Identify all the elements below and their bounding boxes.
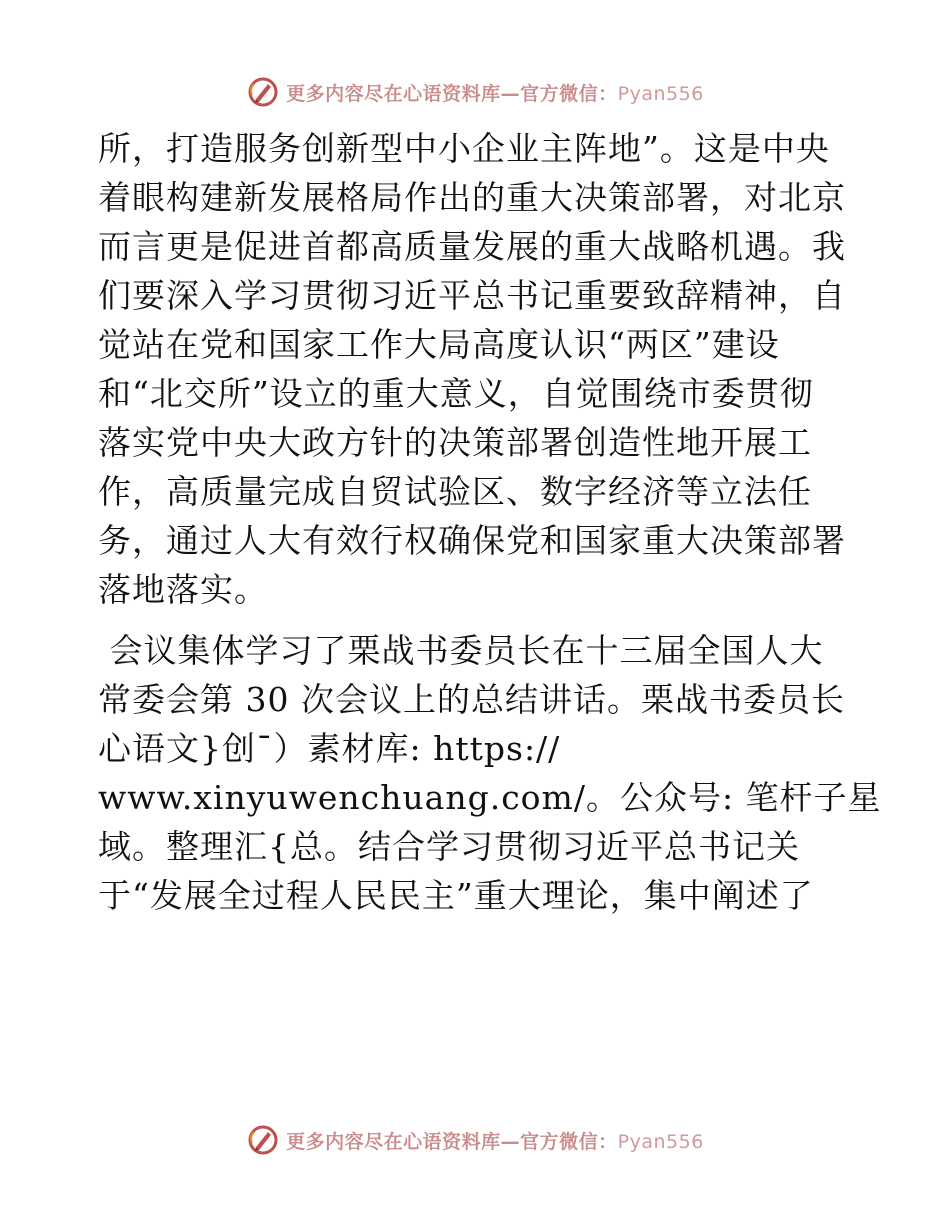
text-line: 们要深入学习贯彻习近平总书记重要致辞精神，自	[98, 276, 846, 315]
text-line: www.xinyuwenchuang.com/。公众号: 笔杆子星	[98, 778, 882, 817]
paragraph-2	[98, 626, 882, 920]
paragraph-1	[98, 124, 858, 614]
watermark-header	[0, 72, 950, 112]
document-body	[98, 124, 882, 920]
watermark-text: 更多内容尽在心语资料库—官方微信：Pyan556	[286, 82, 704, 105]
wechat-id: Pyan556	[617, 82, 704, 105]
text-line: 于“发展全过程人民民主”重大理论，集中阐述了	[98, 876, 814, 915]
paragraph-gap	[98, 614, 858, 626]
pen-logo-icon	[246, 75, 280, 109]
text-line: 落地落实。	[98, 570, 268, 609]
text-line: 作，高质量完成自贸试验区、数字经济等立法任	[98, 472, 812, 511]
text-line: 心语文}创¯）素材库: https://	[98, 729, 561, 768]
text-line: 和“北交所”设立的重大意义，自觉围绕市委贯彻	[98, 374, 814, 413]
text-line: 所，打造服务创新型中小企业主阵地”。这是中央	[98, 129, 830, 168]
watermark-text: 更多内容尽在心语资料库—官方微信：Pyan556	[286, 1130, 704, 1153]
text-line: 务，通过人大有效行权确保党和国家重大决策部署	[98, 521, 846, 560]
text-line: 着眼构建新发展格局作出的重大决策部署，对北京	[98, 178, 846, 217]
watermark-footer	[0, 1120, 950, 1160]
text-line: 常委会第 30 次会议上的总结讲话。栗战书委员长	[98, 680, 845, 719]
pen-logo-icon	[246, 1123, 280, 1157]
text-line: 觉站在党和国家工作大局高度认识“两区”建设	[98, 325, 780, 364]
text-line: 而言更是促进首都高质量发展的重大战略机遇。我	[98, 227, 846, 266]
text-line: 域。整理汇{总。结合学习贯彻习近平总书记关	[98, 827, 800, 866]
text-line: 会议集体学习了栗战书委员长在十三届全国人大	[98, 631, 824, 670]
text-line: 落实党中央大政方针的决策部署创造性地开展工	[98, 423, 812, 462]
wechat-id: Pyan556	[617, 1130, 704, 1153]
